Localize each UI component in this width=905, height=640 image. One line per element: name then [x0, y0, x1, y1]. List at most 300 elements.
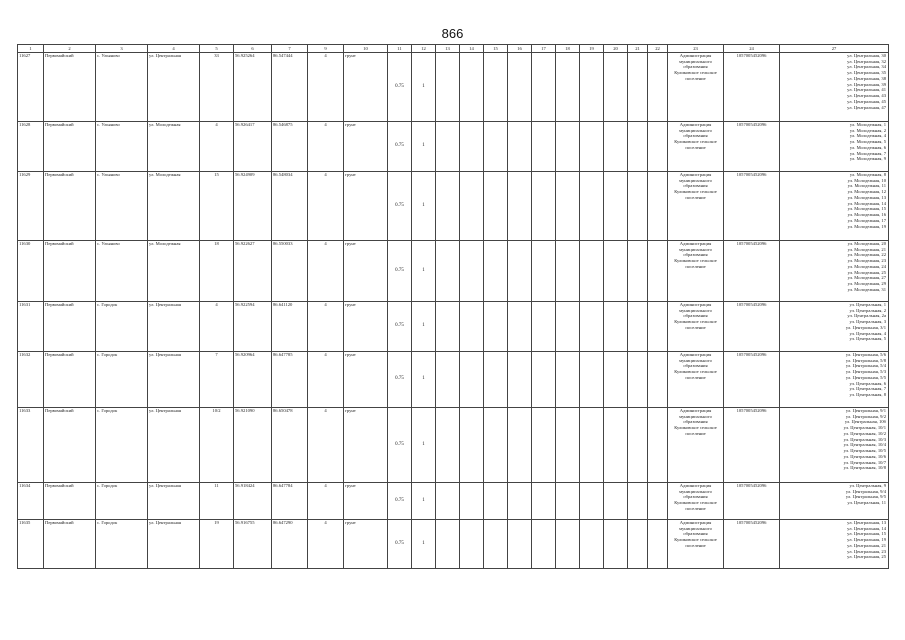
cell-c19: [580, 302, 604, 352]
table-row: [18, 483, 889, 520]
cell-c16: [508, 302, 532, 352]
cell-c7: 86.546875: [272, 122, 308, 172]
cell-c18: [556, 122, 580, 172]
cell-c14: [460, 483, 484, 520]
column-header-5: 5: [200, 45, 234, 53]
cell-c27: [780, 53, 889, 122]
owner-line: образования: [683, 183, 708, 189]
address-line: ул. Центральная, 9/5: [845, 494, 886, 500]
cell-c3: с. Ульяново: [96, 172, 148, 241]
cell-c10: грунт: [344, 172, 388, 241]
cell-c6: 56.920964: [234, 352, 272, 408]
column-header-21: 21: [628, 45, 648, 53]
owner-line: образования: [683, 313, 708, 319]
column-header-24: 24: [724, 45, 780, 53]
owner-line: муниципального: [679, 307, 712, 313]
address-line: ул. Молодежная, 31: [847, 286, 886, 292]
address-line: ул. Центральная, 11: [847, 500, 886, 506]
cell-c23: [668, 408, 724, 483]
cell-c12: 1: [412, 302, 436, 352]
column-header-7: 7: [272, 45, 308, 53]
cell-c15: [484, 352, 508, 408]
cell-c13: [436, 302, 460, 352]
cell-c1: 11629: [18, 172, 44, 241]
cell-c12: 1: [412, 408, 436, 483]
owner-line: Куликовское сельское: [674, 537, 717, 543]
cell-c13: [436, 53, 460, 122]
cell-c4: ул. Центральная: [148, 352, 200, 408]
cell-c12: 1: [412, 53, 436, 122]
owner-line: муниципального: [679, 488, 712, 494]
cell-c5: 19: [200, 520, 234, 569]
address-line: ул. Центральная, 10/2: [843, 430, 886, 436]
cell-c22: [648, 408, 668, 483]
cell-c21: [628, 520, 648, 569]
cell-c15: [484, 53, 508, 122]
cell-c2: Первомайский: [44, 302, 96, 352]
cell-c11: 0.75: [388, 241, 412, 302]
cell-c20: [604, 241, 628, 302]
cell-c11: 0.75: [388, 122, 412, 172]
cell-c20: [604, 122, 628, 172]
cell-c24: 1057005452096: [724, 408, 780, 483]
cell-c19: [580, 122, 604, 172]
cell-c2: Первомайский: [44, 241, 96, 302]
cell-c12: 1: [412, 520, 436, 569]
cell-c6: 56.925264: [234, 53, 272, 122]
cell-c15: [484, 408, 508, 483]
cell-c9: 4: [308, 172, 344, 241]
owner-line: образования: [683, 531, 708, 537]
owner-line: Администрация: [679, 53, 712, 58]
cell-c13: [436, 172, 460, 241]
cell-c16: [508, 352, 532, 408]
address-line: ул. Молодежная, 20: [847, 241, 886, 246]
address-line: ул. Центральная, 25: [847, 554, 886, 560]
cell-c23: [668, 172, 724, 241]
cell-c24: 1057005452096: [724, 483, 780, 520]
owner-line: Куликовское сельское: [674, 425, 717, 431]
cell-c27: [780, 408, 889, 483]
address-line: ул. Центральная, 2: [849, 307, 886, 313]
column-header-22: 22: [648, 45, 668, 53]
address-line: ул. Центральная, 10б: [844, 419, 886, 425]
cell-c17: [532, 408, 556, 483]
address-line: ул. Молодежная, 8: [849, 172, 886, 177]
address-line: ул. Молодежная, 1: [849, 122, 886, 127]
cell-c23: [668, 483, 724, 520]
cell-c13: [436, 483, 460, 520]
cell-c19: [580, 53, 604, 122]
address-line: ул. Молодежная, 5: [849, 139, 886, 145]
address-line: ул. Молодежная, 9: [849, 156, 886, 162]
cell-c17: [532, 53, 556, 122]
address-line: ул. Центральная, 9/2: [845, 413, 886, 419]
cell-c4: ул. Центральная: [148, 408, 200, 483]
cell-c1: 11635: [18, 520, 44, 569]
table-row: [18, 122, 889, 172]
column-header-15: 15: [484, 45, 508, 53]
cell-c6: 56.922627: [234, 241, 272, 302]
address-line: ул. Центральная, 14: [847, 525, 886, 531]
registry-table: [17, 44, 889, 569]
column-header-10: 10: [344, 45, 388, 53]
column-header-16: 16: [508, 45, 532, 53]
cell-c22: [648, 241, 668, 302]
cell-c5: 4: [200, 122, 234, 172]
cell-c2: Первомайский: [44, 520, 96, 569]
column-header-1: 1: [18, 45, 44, 53]
table-row: [18, 241, 889, 302]
cell-c7: 86.641120: [272, 302, 308, 352]
cell-c14: [460, 53, 484, 122]
cell-c7: 86.647784: [272, 483, 308, 520]
cell-c21: [628, 408, 648, 483]
cell-c11: 0.75: [388, 483, 412, 520]
owner-line: муниципального: [679, 357, 712, 363]
cell-c16: [508, 483, 532, 520]
address-line: ул. Молодежная, 4: [849, 133, 886, 139]
cell-c9: 4: [308, 352, 344, 408]
address-line: ул. Центральная, 9/1: [845, 408, 886, 413]
page-number: 866: [441, 26, 464, 41]
owner-line: муниципального: [679, 58, 712, 64]
address-line: ул. Центральная, 10/5: [843, 448, 886, 454]
cell-c20: [604, 352, 628, 408]
cell-c9: 4: [308, 53, 344, 122]
cell-c3: с. Ульяново: [96, 122, 148, 172]
owner-line: Администрация: [679, 520, 712, 525]
address-line: ул. Центральная, 30: [847, 53, 886, 58]
address-line: ул. Молодежная, 27: [847, 275, 886, 281]
cell-c14: [460, 520, 484, 569]
cell-c10: грунт: [344, 408, 388, 483]
column-header-23: 23: [668, 45, 724, 53]
cell-c22: [648, 352, 668, 408]
address-line: ул. Центральная, 5/3: [845, 369, 886, 375]
owner-line: поселение: [685, 430, 706, 436]
cell-c22: [648, 53, 668, 122]
address-line: ул. Центральная, 5/4: [845, 363, 886, 369]
column-header-14: 14: [460, 45, 484, 53]
table-body: [18, 53, 889, 569]
cell-c1: 11633: [18, 408, 44, 483]
cell-c9: 4: [308, 408, 344, 483]
address-line: ул. Центральная, 32: [847, 58, 886, 64]
cell-c6: 56.922594: [234, 302, 272, 352]
cell-c4: ул. Молодежная: [148, 172, 200, 241]
owner-line: образования: [683, 133, 708, 139]
column-header-17: 17: [532, 45, 556, 53]
column-header-11: 11: [388, 45, 412, 53]
owner-line: муниципального: [679, 177, 712, 183]
address-line: ул. Молодежная, 12: [847, 189, 886, 195]
cell-c1: 11630: [18, 241, 44, 302]
cell-c6: 56.916755: [234, 520, 272, 569]
cell-c1: 11632: [18, 352, 44, 408]
table-row: [18, 352, 889, 408]
address-line: ул. Центральная, 1: [849, 302, 886, 307]
column-header-13: 13: [436, 45, 460, 53]
cell-c21: [628, 352, 648, 408]
cell-c12: 1: [412, 352, 436, 408]
cell-c27: [780, 122, 889, 172]
cell-c23: [668, 352, 724, 408]
owner-line: поселение: [685, 374, 706, 380]
address-line: ул. Центральная, 10/6: [843, 453, 886, 459]
cell-c10: грунт: [344, 241, 388, 302]
cell-c16: [508, 241, 532, 302]
cell-c10: грунт: [344, 302, 388, 352]
column-header-4: 4: [148, 45, 200, 53]
cell-c5: 15: [200, 172, 234, 241]
owner-line: Администрация: [679, 172, 712, 177]
cell-c1: 11631: [18, 302, 44, 352]
cell-c10: грунт: [344, 483, 388, 520]
cell-c19: [580, 408, 604, 483]
owner-line: поселение: [685, 194, 706, 200]
cell-c10: грунт: [344, 520, 388, 569]
address-line: ул. Молодежная, 2: [849, 127, 886, 133]
cell-c20: [604, 302, 628, 352]
cell-c1: 11634: [18, 483, 44, 520]
cell-c11: 0.75: [388, 53, 412, 122]
cell-c23: [668, 241, 724, 302]
address-line: ул. Центральная, 10/7: [843, 459, 886, 465]
address-line: ул. Молодежная, 23: [847, 258, 886, 264]
owner-line: Куликовское сельское: [674, 258, 717, 264]
cell-c11: 0.75: [388, 408, 412, 483]
cell-c15: [484, 302, 508, 352]
owner-line: Куликовское сельское: [674, 319, 717, 325]
owner-line: Администрация: [679, 483, 712, 488]
cell-c24: 1057005452096: [724, 172, 780, 241]
address-line: ул. Центральная, 5/5: [845, 374, 886, 380]
cell-c3: с. Городок: [96, 408, 148, 483]
address-line: ул. Молодежная, 22: [847, 252, 886, 258]
cell-c13: [436, 520, 460, 569]
address-line: ул. Молодежная, 25: [847, 269, 886, 275]
cell-c12: 1: [412, 172, 436, 241]
cell-c14: [460, 408, 484, 483]
cell-c3: с. Ульяново: [96, 241, 148, 302]
cell-c23: [668, 302, 724, 352]
cell-c12: 1: [412, 241, 436, 302]
address-line: ул. Центральная, 5: [849, 336, 886, 342]
address-line: ул. Центральная, 2а: [847, 313, 886, 319]
cell-c27: [780, 241, 889, 302]
address-line: ул. Центральная, 3/1: [845, 324, 886, 330]
cell-c18: [556, 53, 580, 122]
table-row: [18, 520, 889, 569]
cell-c27: [780, 352, 889, 408]
cell-c14: [460, 122, 484, 172]
cell-c18: [556, 352, 580, 408]
cell-c20: [604, 172, 628, 241]
owner-line: Куликовское сельское: [674, 189, 717, 195]
cell-c3: с. Городок: [96, 483, 148, 520]
address-line: ул. Центральная, 5/6: [845, 352, 886, 357]
cell-c2: Первомайский: [44, 483, 96, 520]
cell-c7: 86.647290: [272, 520, 308, 569]
table-row: [18, 302, 889, 352]
address-line: ул. Центральная, 13: [847, 520, 886, 525]
owner-line: Администрация: [679, 122, 712, 127]
cell-c17: [532, 122, 556, 172]
cell-c6: 56.918424: [234, 483, 272, 520]
cell-c19: [580, 520, 604, 569]
cell-c15: [484, 483, 508, 520]
cell-c5: 7: [200, 352, 234, 408]
cell-c19: [580, 172, 604, 241]
address-line: ул. Центральная, 3: [849, 319, 886, 325]
cell-c11: 0.75: [388, 520, 412, 569]
cell-c15: [484, 520, 508, 569]
address-line: ул. Центральная, 10/1: [843, 425, 886, 431]
address-line: ул. Молодежная, 24: [847, 263, 886, 269]
address-line: ул. Центральная, 43: [847, 93, 886, 99]
address-line: ул. Центральная, 4: [849, 330, 886, 336]
address-line: ул. Центральная, 9: [849, 483, 886, 488]
cell-c9: 4: [308, 122, 344, 172]
owner-line: поселение: [685, 263, 706, 269]
address-line: ул. Центральная, 10/8: [843, 465, 886, 471]
table-row: [18, 53, 889, 122]
cell-c27: [780, 483, 889, 520]
cell-c16: [508, 520, 532, 569]
cell-c9: 4: [308, 241, 344, 302]
cell-c21: [628, 172, 648, 241]
address-line: ул. Центральная, 5/8: [845, 357, 886, 363]
cell-c9: 4: [308, 302, 344, 352]
cell-c7: 86.548034: [272, 172, 308, 241]
header-row: [18, 45, 889, 53]
cell-c7: 86.647785: [272, 352, 308, 408]
address-line: ул. Центральная, 10/4: [843, 442, 886, 448]
address-line: ул. Центральная, 19: [847, 537, 886, 543]
cell-c14: [460, 352, 484, 408]
cell-c5: 33: [200, 53, 234, 122]
cell-c23: [668, 122, 724, 172]
cell-c24: 1057005452096: [724, 241, 780, 302]
cell-c21: [628, 241, 648, 302]
cell-c18: [556, 520, 580, 569]
cell-c23: [668, 520, 724, 569]
owner-line: муниципального: [679, 413, 712, 419]
cell-c1: 11628: [18, 122, 44, 172]
cell-c18: [556, 483, 580, 520]
owner-line: поселение: [685, 144, 706, 150]
address-line: ул. Центральная, 6: [849, 380, 886, 386]
cell-c18: [556, 302, 580, 352]
address-line: ул. Центральная, 41: [847, 87, 886, 93]
address-line: ул. Молодежная, 21: [847, 246, 886, 252]
cell-c22: [648, 520, 668, 569]
cell-c23: [668, 53, 724, 122]
owner-line: поселение: [685, 542, 706, 548]
cell-c15: [484, 241, 508, 302]
address-line: ул. Центральная, 38: [847, 75, 886, 81]
address-line: ул. Молодежная, 29: [847, 281, 886, 287]
cell-c20: [604, 520, 628, 569]
address-line: ул. Молодежная, 14: [847, 200, 886, 206]
cell-c5: 4: [200, 302, 234, 352]
column-header-6: 6: [234, 45, 272, 53]
address-line: ул. Центральная, 21: [847, 542, 886, 548]
cell-c19: [580, 483, 604, 520]
owner-line: образования: [683, 494, 708, 500]
address-line: ул. Молодежная, 15: [847, 206, 886, 212]
owner-line: поселение: [685, 75, 706, 81]
owner-line: муниципального: [679, 246, 712, 252]
column-header-12: 12: [412, 45, 436, 53]
address-line: ул. Молодежная, 10: [847, 177, 886, 183]
cell-c12: 1: [412, 483, 436, 520]
cell-c18: [556, 172, 580, 241]
owner-line: Куликовское сельское: [674, 369, 717, 375]
cell-c4: ул. Центральная: [148, 520, 200, 569]
cell-c4: ул. Центральная: [148, 53, 200, 122]
cell-c16: [508, 172, 532, 241]
cell-c5: 11: [200, 483, 234, 520]
cell-c22: [648, 122, 668, 172]
owner-line: муниципального: [679, 525, 712, 531]
cell-c17: [532, 483, 556, 520]
cell-c27: [780, 520, 889, 569]
address-line: ул. Молодежная, 19: [847, 223, 886, 229]
cell-c20: [604, 483, 628, 520]
address-line: ул. Центральная, 23: [847, 548, 886, 554]
cell-c18: [556, 241, 580, 302]
cell-c15: [484, 172, 508, 241]
cell-c13: [436, 122, 460, 172]
owner-line: муниципального: [679, 127, 712, 133]
column-header-3: 3: [96, 45, 148, 53]
cell-c24: 1057005452096: [724, 122, 780, 172]
cell-c6: 56.926417: [234, 122, 272, 172]
address-line: ул. Центральная, 9/4: [845, 488, 886, 494]
cell-c15: [484, 122, 508, 172]
table-row: [18, 408, 889, 483]
cell-c6: 56.924909: [234, 172, 272, 241]
cell-c4: ул. Центральная: [148, 483, 200, 520]
cell-c3: с. Городок: [96, 302, 148, 352]
cell-c24: 1057005452096: [724, 302, 780, 352]
column-header-9: 9: [308, 45, 344, 53]
cell-c27: [780, 302, 889, 352]
owner-line: поселение: [685, 324, 706, 330]
owner-line: Куликовское сельское: [674, 500, 717, 506]
address-line: ул. Центральная, 39: [847, 81, 886, 87]
owner-line: Администрация: [679, 302, 712, 307]
cell-c5: 18: [200, 241, 234, 302]
address-line: ул. Молодежная, 16: [847, 212, 886, 218]
cell-c17: [532, 352, 556, 408]
address-line: ул. Центральная, 45: [847, 98, 886, 104]
cell-c27: [780, 172, 889, 241]
cell-c18: [556, 408, 580, 483]
cell-c21: [628, 53, 648, 122]
owner-line: образования: [683, 363, 708, 369]
cell-c3: с. Городок: [96, 520, 148, 569]
table-row: [18, 172, 889, 241]
cell-c5: 10/2: [200, 408, 234, 483]
cell-c2: Первомайский: [44, 53, 96, 122]
address-line: ул. Молодежная, 6: [849, 144, 886, 150]
cell-c2: Первомайский: [44, 122, 96, 172]
cell-c12: 1: [412, 122, 436, 172]
cell-c9: 4: [308, 520, 344, 569]
